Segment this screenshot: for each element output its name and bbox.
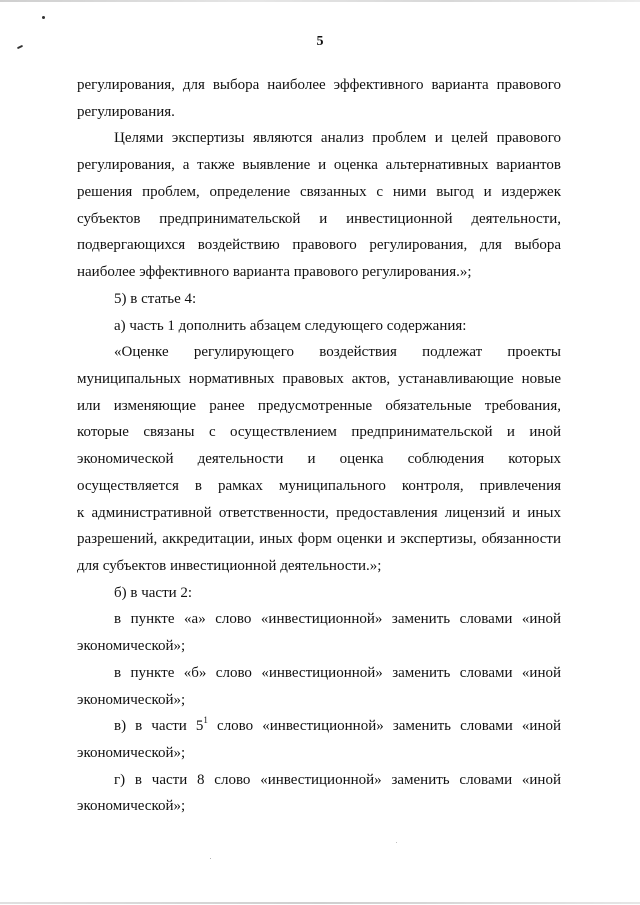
- text-line: г) в части 8 слово «инвестиционной» заменить словами «иной: [114, 772, 561, 788]
- text-line: разрешений, аккредитации, иных форм оценки и экспертизы, обязанности: [77, 531, 561, 547]
- superscript: 1: [203, 715, 208, 725]
- text-line: экономической»;: [77, 638, 186, 654]
- text-line: экономической»;: [77, 745, 186, 761]
- text-line: 5) в статье 4:: [114, 291, 197, 307]
- text-line: регулирования, для выбора наиболее эффективного варианта правового: [77, 77, 561, 93]
- text-line: подвергающихся воздействию правового регулирования, для выбора: [77, 237, 561, 253]
- text-line: экономической»;: [77, 798, 186, 814]
- scan-speck: [210, 858, 211, 859]
- text-fragment: в) в части 5: [114, 718, 204, 734]
- text-line: экономической деятельности и оценка соблюдения которых: [77, 451, 561, 467]
- text-line: б) в части 2:: [114, 585, 193, 601]
- text-line: в пункте «а» слово «инвестиционной» заменить словами «иной: [114, 611, 561, 627]
- text-line: или изменяющие ранее предусмотренные обязательные требования,: [77, 398, 561, 414]
- text-line: наиболее эффективного варианта правового регулирования.»;: [77, 264, 472, 280]
- text-line: а) часть 1 дополнить абзацем следующего содержания:: [114, 318, 467, 334]
- text-line: экономической»;: [77, 692, 186, 708]
- text-line: Целями экспертизы являются анализ проблем и целей правового: [114, 130, 561, 146]
- scan-edge-top: [0, 0, 640, 2]
- scan-speck: [42, 16, 45, 19]
- scan-speck: [396, 842, 397, 843]
- text-line: муниципальных нормативных правовых актов, устанавливающие новые: [77, 371, 561, 387]
- text-fragment: слово «инвестиционной» заменить словами «иной: [217, 718, 561, 734]
- page-number: 5: [316, 34, 324, 49]
- text-line: регулирования.: [77, 104, 175, 120]
- text-line-with-superscript: [114, 717, 561, 735]
- text-line: регулирования, а также выявление и оценка альтернативных вариантов: [77, 157, 561, 173]
- scan-edge-bottom: [0, 902, 640, 904]
- text-line: к административной ответственности, предоставления лицензий и иных: [77, 505, 561, 521]
- text-line: осуществляется в рамках муниципального контроля, привлечения: [77, 478, 561, 494]
- text-line: субъектов предпринимательской и инвестиционной деятельности,: [77, 211, 561, 227]
- text-line: которые связаны с осуществлением предпринимательской и иной: [77, 424, 561, 440]
- text-line: в пункте «б» слово «инвестиционной» заменить словами «иной: [114, 665, 561, 681]
- text-line: для субъектов инвестиционной деятельности.»;: [77, 558, 382, 574]
- text-line: «Оценке регулирующего воздействия подлежат проекты: [114, 344, 561, 360]
- text-line: решения проблем, определение связанных с ними выгод и издержек: [77, 184, 561, 200]
